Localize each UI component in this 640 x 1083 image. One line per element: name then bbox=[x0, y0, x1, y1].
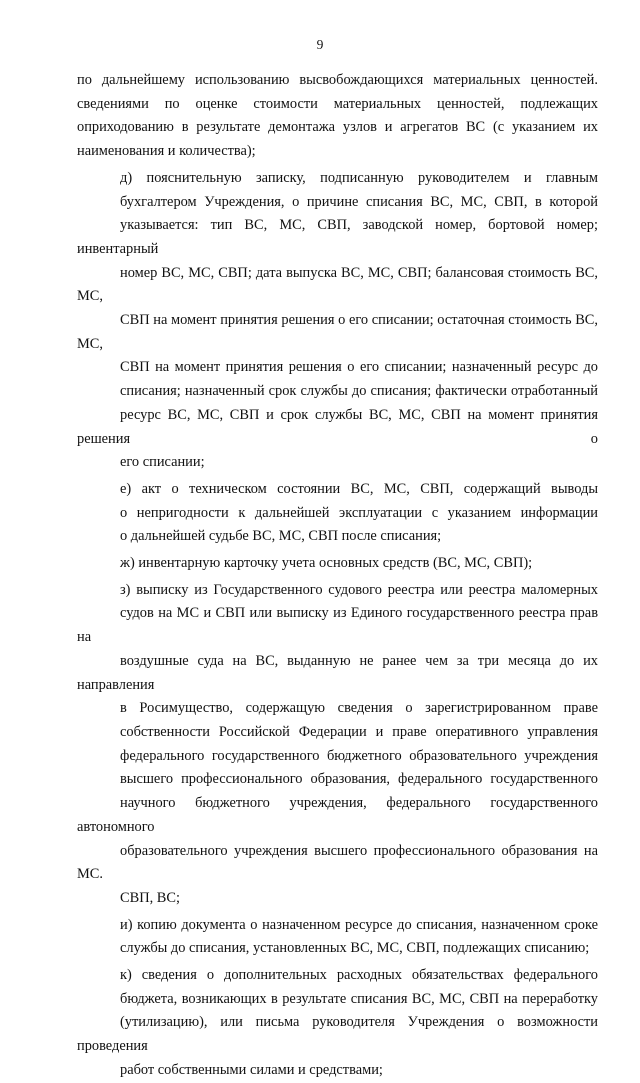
text-line: образовательного учреждения высшего профессионального образования на МС. bbox=[77, 842, 598, 883]
text-line: ресурс ВС, МС, СВП и срок службы ВС, МС, СВП на момент принятия решения о bbox=[77, 406, 598, 447]
text-line: СВП, ВС; bbox=[120, 889, 180, 906]
text-line: (утилизацию), или письма руководителя Учреждения о возможности проведения bbox=[77, 1014, 598, 1055]
text-line: в Росимущество, содержащую сведения о зарегистрированном праве bbox=[120, 700, 598, 717]
text-line: федерального государственного бюджетного образовательного учреждения bbox=[120, 747, 598, 764]
text-line: СВП на момент принятия решения о его списании; назначенный ресурс до bbox=[120, 359, 598, 376]
text-line: указывается: тип ВС, МС, СВП, заводской номер, бортовой номер; инвентарный bbox=[77, 217, 598, 257]
text-line: е) акт о техническом состоянии ВС, МС, СВП, содержащий выводы bbox=[120, 480, 598, 497]
paragraph bbox=[77, 579, 598, 911]
text-line: наименования и количества); bbox=[77, 143, 256, 160]
paragraph bbox=[77, 964, 598, 1083]
text-line: д) пояснительную записку, подписанную руководителем и главным bbox=[120, 169, 598, 186]
text-line: списания; назначенный срок службы до списания; фактически отработанный bbox=[120, 383, 598, 400]
text-line: номер ВС, МС, СВП; дата выпуска ВС, МС, СВП; балансовая стоимость ВС, МС, bbox=[77, 264, 598, 305]
text-line: сведениями по оценке стоимости материальных ценностей, подлежащих bbox=[77, 95, 598, 112]
text-line: службы до списания, установленных ВС, МС, СВП, подлежащих списанию; bbox=[120, 940, 590, 957]
paragraph bbox=[77, 478, 598, 549]
text-line: з) выписку из Государственного судового реестра или реестра маломерных bbox=[120, 581, 598, 598]
text-line: бухгалтером Учреждения, о причине списания ВС, МС, СВП, в которой bbox=[120, 193, 598, 210]
paragraph bbox=[77, 69, 598, 164]
text-line: высшего профессионального образования, федерального государственного bbox=[120, 771, 598, 788]
text-line: о дальнейшей судьбе ВС, МС, СВП после списания; bbox=[120, 528, 442, 545]
document-body bbox=[77, 69, 598, 1083]
text-line: его списании; bbox=[120, 454, 205, 471]
text-line: судов на МС и СВП или выписку из Единого государственного реестра прав на bbox=[77, 605, 598, 646]
text-line: научного бюджетного учреждения, федерального государственного автономного bbox=[77, 795, 598, 835]
paragraph bbox=[77, 914, 598, 961]
paragraph bbox=[77, 167, 598, 475]
text-line: ж) инвентарную карточку учета основных средств (ВС, МС, СВП); bbox=[120, 555, 533, 572]
text-line: по дальнейшему использованию высвобождающихся материальных ценностей. bbox=[77, 72, 598, 88]
paragraph bbox=[77, 552, 598, 576]
page-number: 9 bbox=[316, 37, 324, 52]
text-line: о непригодности к дальнейшей эксплуатации с указанием информации bbox=[120, 504, 598, 521]
text-line: работ собственными силами и средствами; bbox=[120, 1061, 383, 1078]
text-line: оприходованию в результате демонтажа узлов и агрегатов ВС (с указанием их bbox=[77, 119, 598, 136]
text-line: собственности Российской Федерации и праве оперативного управления bbox=[120, 723, 598, 740]
text-line: СВП на момент принятия решения о его списании; остаточная стоимость ВС, МС, bbox=[77, 312, 598, 352]
text-line: бюджета, возникающих в результате списания ВС, МС, СВП на переработку bbox=[120, 990, 598, 1007]
text-line: воздушные суда на ВС, выданную не ранее чем за три месяца до их направления bbox=[77, 652, 598, 693]
text-line: и) копию документа о назначенном ресурсе до списания, назначенном сроке bbox=[120, 916, 598, 933]
text-line: к) сведения о дополнительных расходных обязательствах федерального bbox=[120, 967, 598, 984]
